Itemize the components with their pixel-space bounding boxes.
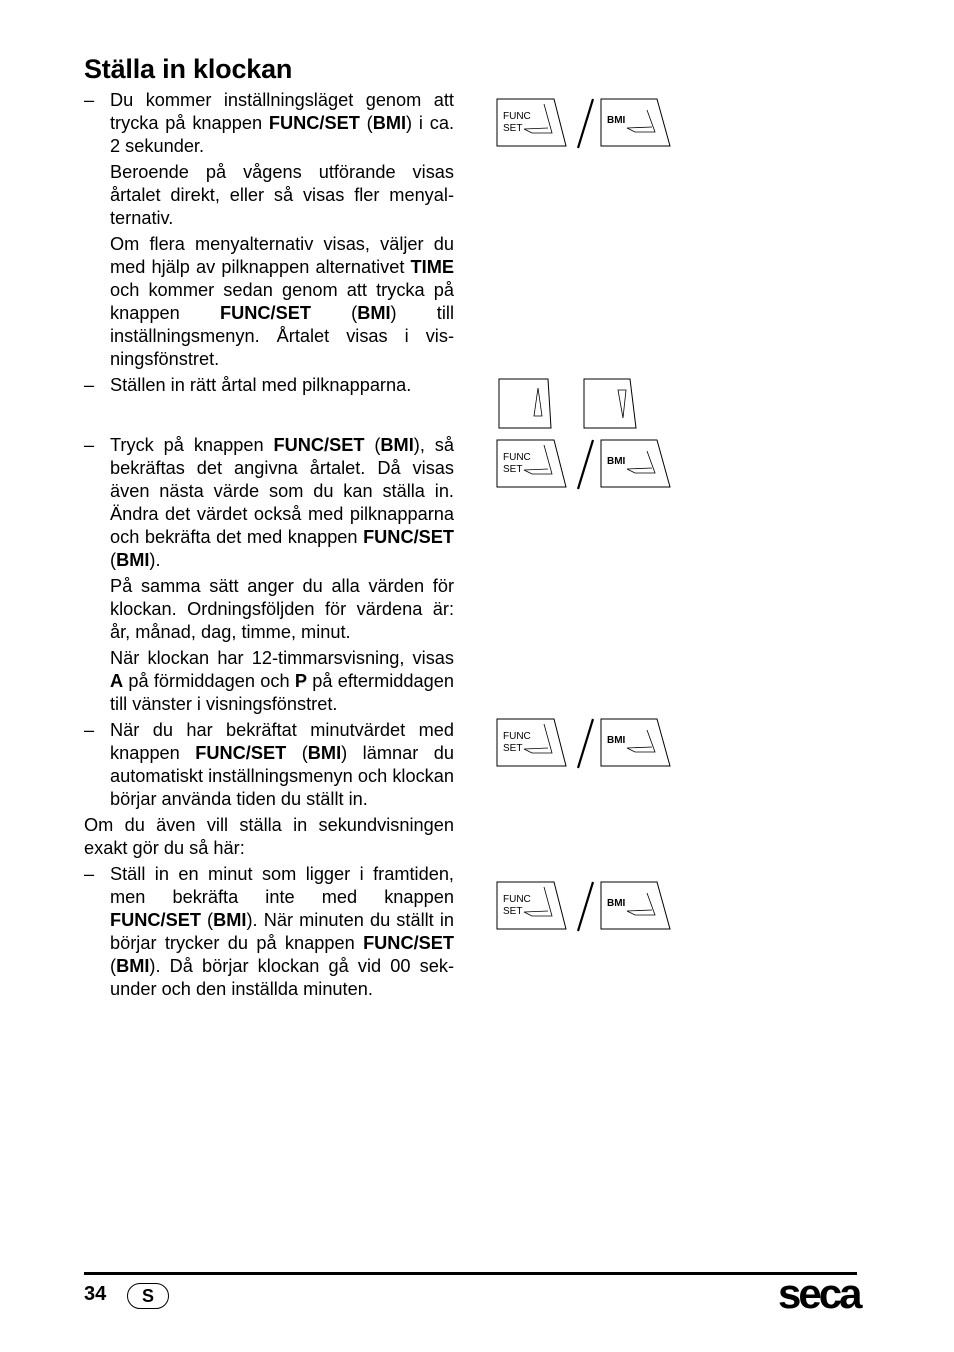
language-badge: S (127, 1283, 169, 1309)
func-set-button (497, 99, 566, 146)
func-set-button (497, 882, 566, 929)
step-seconds (84, 863, 454, 1001)
func-set-button (497, 719, 566, 766)
paragraph: Beroende på vågens utförande visas årtalet direkt, eller så visas fler menyalternativ. (110, 162, 454, 228)
seconds-intro: Om du även vill ställa in sekundvisningen exakt gör du så här: (84, 815, 454, 858)
arrow-down-icon (618, 390, 626, 418)
bmi-button (601, 440, 670, 487)
svg-text:SET: SET (503, 123, 523, 134)
func-set-button (497, 440, 566, 487)
svg-text:SET: SET (503, 464, 523, 475)
bmi-button (601, 719, 670, 766)
paragraph: Du kommer inställningsläget genom att trycka på knappen FUNC/SET (BMI) i ca. 2 sekunder. (110, 90, 454, 156)
paragraph: På samma sätt anger du alla värden för klockan. Ordningsföljden för värdena är: år, månad, dag, timme, minut. (110, 576, 454, 642)
list-dash: – (84, 435, 95, 455)
svg-text:SET: SET (503, 906, 523, 917)
bmi-button (601, 882, 670, 929)
paragraph: Om flera menyalternativ visas, väljer du med hjälp av pilknappen alternativet TIME och kommer sedan genom att trycka på knappen FUNC/SET (BMI) till inställningsmenyn. Årtalet visas i visningsfönstret. (110, 234, 454, 369)
func-set-or-bmi-buttons-figure (496, 716, 672, 772)
list-dash: – (84, 375, 95, 395)
seca-logo: seca (778, 1270, 860, 1317)
footer-rule (84, 1272, 857, 1275)
svg-text:BMI: BMI (607, 115, 626, 126)
or-slash (578, 440, 593, 489)
svg-text:BMI: BMI (607, 735, 626, 746)
bmi-button (601, 99, 670, 146)
paragraph: När du har bekräftat minutvärdet med knappen FUNC/SET (BMI) lämnar du automatiskt inställningsmenyn och klockan börjar använda tiden du ställt in. (110, 720, 454, 809)
step-leave-menu (84, 719, 454, 811)
step-confirm-values (84, 434, 454, 716)
or-slash (578, 99, 593, 148)
arrow-keys-figure (496, 378, 641, 430)
paragraph: Ställ in en minut som ligger i framtiden, men bekräfta inte med knappen FUNC/SET (BMI). När minuten du ställt in börjar trycker du på knappen FUNC/SET (BMI). Då börjar klockan gå vid 00 sekunder och den inställda minuten. (110, 864, 454, 999)
func-set-or-bmi-buttons-figure (496, 879, 672, 935)
svg-text:FUNC: FUNC (503, 452, 531, 463)
list-dash: – (84, 90, 95, 110)
svg-text:BMI: BMI (607, 456, 626, 467)
svg-text:BMI: BMI (607, 898, 626, 909)
paragraph: Tryck på knappen FUNC/SET (BMI), så bekräftas det angivna årtalet. Då visas även nästa värde som du kan ställa in. Ändra det värdet också med pilknapparna och bekräfta det med knappen FUNC/SET (BMI). (110, 435, 454, 570)
step-set-year (84, 374, 454, 397)
paragraph: När klockan har 12-timmarsvisning, visas A på förmiddagen och P på eftermiddagen till vänster i visningsfönstret. (110, 648, 454, 714)
svg-text:FUNC: FUNC (503, 894, 531, 905)
arrow-up-button (499, 379, 551, 428)
func-set-or-bmi-buttons-figure (496, 96, 672, 152)
func-set-or-bmi-buttons-figure (496, 437, 672, 493)
list-dash: – (84, 720, 95, 740)
arrow-up-icon (534, 388, 542, 416)
page-title: Ställa in klockan (84, 54, 293, 84)
svg-text:SET: SET (503, 743, 523, 754)
step-enter-settings (84, 89, 454, 371)
list-dash: – (84, 864, 95, 884)
arrow-down-button (584, 379, 636, 428)
page-number: 34 (84, 1283, 107, 1305)
svg-text:FUNC: FUNC (503, 111, 531, 122)
instructions-column (84, 89, 454, 1004)
svg-text:FUNC: FUNC (503, 731, 531, 742)
paragraph: Ställen in rätt årtal med pilknapparna. (110, 375, 412, 395)
or-slash (578, 882, 593, 931)
or-slash (578, 719, 593, 768)
